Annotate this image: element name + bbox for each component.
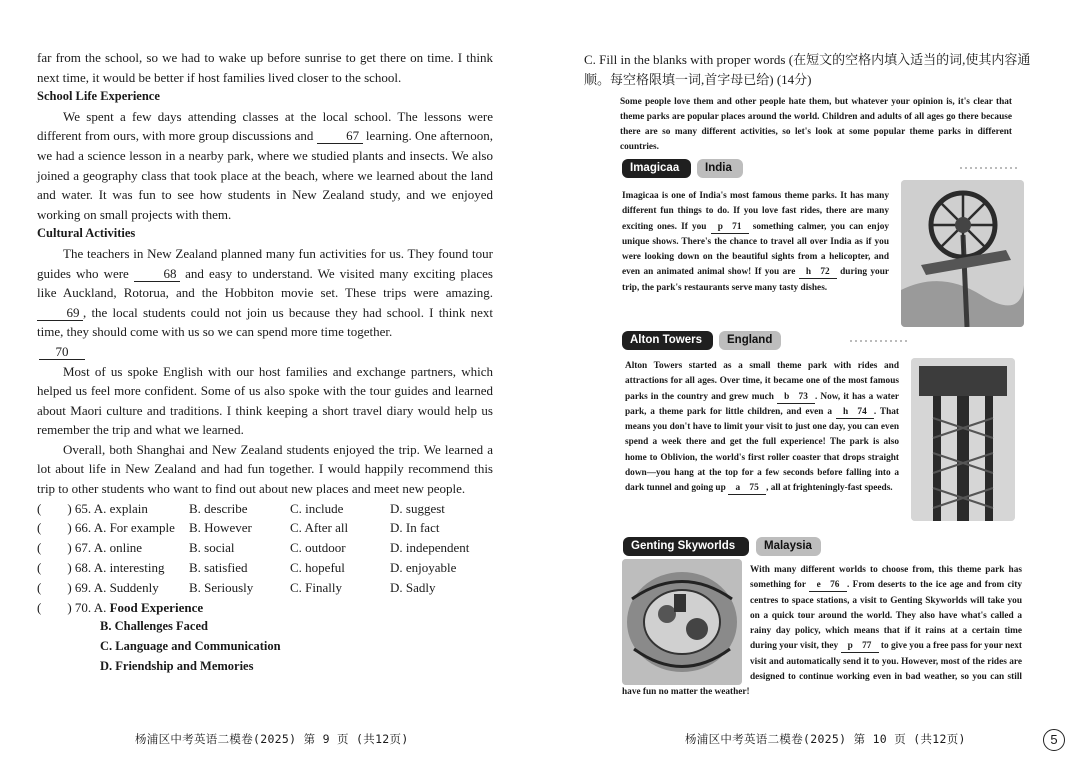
option-c: C. outdoor <box>290 540 346 556</box>
text-span: . From deserts to the ice age and from city centres to space stations, a visit to Genting Skyworlds will take you on a quick tour around the world. They also have what's called a rainy day policy, which means that if it rains at a certain time during your visit, they <box>750 580 1022 652</box>
option-d: D. Sadly <box>390 579 436 595</box>
option-d: D. enjoyable <box>390 560 457 576</box>
malaysia-tag: Malaysia <box>756 537 821 556</box>
text-span: and easy to understand. We visited many exciting places like Auckland, Rotorua, and the Hobbiton movie set. These trips were amazing. <box>37 265 493 301</box>
text-span: to give you a free pass for your next visit and automatically send it to you. However, most of the rides are designed to continue working even in bad weather, so you can still have fun no matter the weather! <box>622 641 1022 698</box>
option-d: D. independent <box>390 540 470 556</box>
option-a: Food Experience <box>109 599 204 615</box>
left-footer: 杨浦区中考英语二模卷(2025) 第 9 页 (共12页) <box>135 732 409 746</box>
genting-skyworlds-tag: Genting Skyworlds <box>623 537 749 556</box>
blank-69[interactable]: 69 <box>37 305 83 321</box>
genting-paragraph <box>622 563 1022 701</box>
blank-75[interactable]: a 75 <box>728 483 766 495</box>
text-span: during your trip, the park's restaurants serve many tasty dishes. <box>622 267 889 293</box>
blank-72[interactable]: h 72 <box>799 267 837 279</box>
blank-76[interactable]: e 76 <box>809 580 847 592</box>
text-span: . That means you don't have to limit your visit to just one day, you can even spend a week there and get the full experience! The park is also home to Oblivion, the world's first roller coaster that drops straight down—you hang at the top for a few seconds before falling into a dark tunnel and going up <box>625 406 899 494</box>
imagicaa-tag: Imagicaa <box>622 159 691 178</box>
right-page-header <box>584 50 1044 155</box>
cultural-paragraph <box>37 244 493 342</box>
option-d: D. In fact <box>390 520 440 536</box>
alton-towers-tag: Alton Towers <box>622 331 713 350</box>
divider-dots <box>960 167 1020 169</box>
sheet-number-badge: 5 <box>1043 729 1065 751</box>
image-spacer <box>622 563 750 685</box>
question-70[interactable] <box>37 598 493 618</box>
blank-71[interactable]: p 71 <box>711 222 749 234</box>
theme-park-intro: Some people love them and other people hate them, but whatever your opinion is, it's clear that theme parks are popular places around the world. Children and adults of all ages go there because there are so many different activities, so let's look at some popular theme parks in different countries. <box>620 97 1012 152</box>
text-span: . Now, it has a water park, a theme park for little children, and even a <box>625 391 899 417</box>
section-c-title: C. Fill in the blanks with proper words (在短文的空格内填入适当的词,使其内容通顺。每空格限填一词,首字母已给) (14分) <box>584 52 1031 87</box>
school-life-heading: School Life Experience <box>37 89 160 104</box>
option-b: B. describe <box>189 500 248 516</box>
ferris-ride-image <box>901 180 1024 327</box>
option-b: B. However <box>189 520 252 536</box>
blank-70[interactable]: 70 <box>39 344 85 360</box>
text-span: Imagicaa is one of India's most famous theme parks. It has many different fun things to do. If you love fast rides, there are many exciting ones. If you <box>622 191 889 232</box>
right-footer: 杨浦区中考英语二模卷(2025) 第 10 页 (共12页) <box>685 732 966 746</box>
cultural-heading: Cultural Activities <box>37 226 136 241</box>
left-page <box>37 48 493 677</box>
blank-77[interactable]: p 77 <box>841 641 879 653</box>
question-66[interactable] <box>37 518 493 538</box>
imagicaa-paragraph <box>622 189 889 296</box>
question-68[interactable] <box>37 558 493 578</box>
blank-70-line <box>37 342 493 362</box>
option-a: ( ) 69. A. Suddenly <box>37 579 159 595</box>
text-span: , all at frighteningly-fast speeds. <box>766 483 893 494</box>
option-c: C. Finally <box>290 579 343 595</box>
roller-coaster-image <box>911 358 1015 521</box>
option-c: C. include <box>290 500 344 516</box>
text-span: , the local students could not join us because they had school. I think next time, they should come with us so we can spend more time together. <box>37 304 493 340</box>
text-span: learning. One afternoon, we had a science lesson in a nearby park, where we studied plants and insects. We also joined a geography class that took place at the beach, where we learned about the land and water. It was fun to see how students in New Zealand study, and we enjoyed working on small projects with them. <box>37 128 493 222</box>
option-b: B. Seriously <box>189 579 254 595</box>
blank-73[interactable]: b 73 <box>777 392 815 404</box>
question-69[interactable] <box>37 578 493 598</box>
question-list <box>37 499 493 677</box>
option-b: B. satisfied <box>189 560 248 576</box>
question-65[interactable] <box>37 499 493 519</box>
text-span: The teachers in New Zealand planned many fun activities for us. They found tour guides who were <box>37 245 493 281</box>
option-d-70: D. Friendship and Memories <box>100 659 254 674</box>
blank-74[interactable]: h 74 <box>836 407 874 419</box>
school-life-paragraph <box>37 107 493 225</box>
option-a: ( ) 68. A. interesting <box>37 560 165 576</box>
overall-paragraph: Overall, both Shanghai and New Zealand students enjoyed the trip. We learned a lot about life in New Zealand and had fun together. I would happily recommend this trip to other students who want to find out about new places and meet new people. <box>37 441 493 497</box>
option-d: D. suggest <box>390 500 445 516</box>
option-b-70: B. Challenges Faced <box>100 619 208 634</box>
intro-text: far from the school, so we had to wake up before sunrise to get there on time. I think next time, it would be better if host families lived closer to the school. <box>37 50 493 85</box>
option-a: ( ) 67. A. online <box>37 540 143 556</box>
option-b: B. social <box>189 540 235 556</box>
question-67[interactable] <box>37 538 493 558</box>
option-a: ( ) 66. A. For example <box>37 520 175 536</box>
text-span: We spent a few days attending classes at the local school. The lessons were different from ours, with more group discussions and <box>37 108 493 144</box>
english-paragraph: Most of us spoke English with our host families and exchange partners, which helped us feel more confident. Some of us also spoke with the tour guides and learned about Maori culture and traditions. I think keeping a short travel diary would help us remember the trip and what we learned. <box>37 363 493 438</box>
option-c: C. After all <box>290 520 349 536</box>
option-c-70: C. Language and Communication <box>100 639 281 654</box>
option-c: C. hopeful <box>290 560 345 576</box>
option-a: ( ) 65. A. explain <box>37 500 148 516</box>
alton-paragraph <box>625 359 899 497</box>
text-span: something calmer, you can enjoy unique shows. There's the chance to travel all over India as if you were looking down on the beautiful sights from a helicopter, and even an animated animal show! If you are <box>622 221 889 278</box>
blank-67[interactable]: 67 <box>317 128 363 144</box>
england-tag: England <box>719 331 781 350</box>
divider-dots <box>850 340 910 342</box>
text-span: Alton Towers started as a small theme park with rides and attractions for all ages. Over time, it became one of the most famous parks in the country and grew much <box>625 361 899 402</box>
india-tag: India <box>697 159 743 178</box>
question-stem: ( ) 70. A. <box>37 599 110 615</box>
blank-68[interactable]: 68 <box>134 266 180 282</box>
text-span: With many different worlds to choose from, this theme park has something for <box>750 565 1022 591</box>
